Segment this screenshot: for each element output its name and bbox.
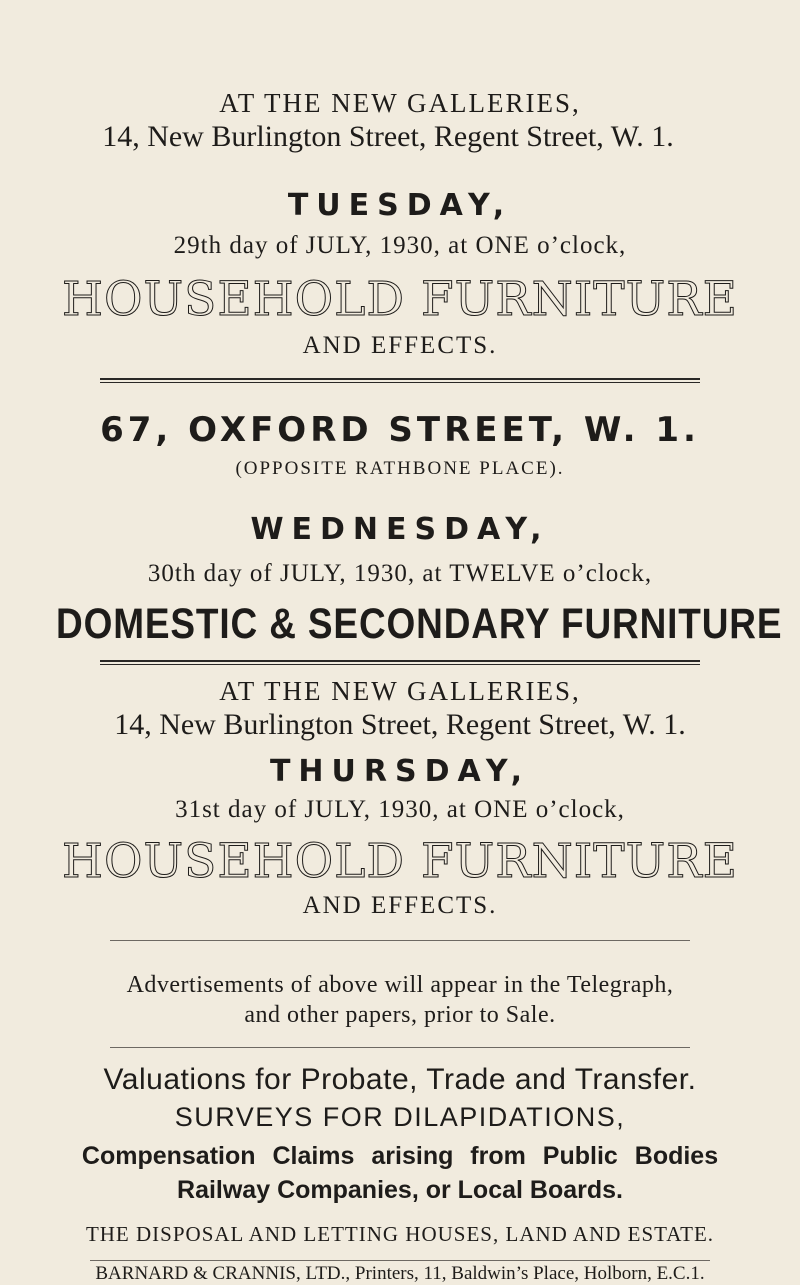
sale1-date-line: 29th day of JULY, 1930, at ONE o’clock, xyxy=(173,232,627,259)
sale2-venue-line1: 67, OXFORD STREET, W. 1. xyxy=(100,410,700,450)
sale2-venue-line2: (OPPOSITE RATHBONE PLACE). xyxy=(235,458,565,479)
printer-imprint: BARNARD & CRANNIS, LTD., Printers, 11, Baldwin’s Place, Holborn, E.C.1. xyxy=(95,1263,705,1284)
services-line2: SURVEYS FOR DILAPIDATIONS, xyxy=(174,1102,626,1132)
sale3-venue-line1: AT THE NEW GALLERIES, xyxy=(219,676,581,706)
services-line4: Railway Companies, or Local Boards. xyxy=(177,1176,623,1204)
divider-1 xyxy=(100,378,700,383)
sale2-heading: DOMESTIC & SECONDARY FURNITURE xyxy=(56,600,783,648)
sale1-heading: HOUSEHOLD FURNITURE xyxy=(62,272,738,327)
sale1-subheading: AND EFFECTS. xyxy=(302,332,498,359)
services-line3: Compensation Claims arising from Public Bodies xyxy=(81,1142,719,1170)
divider-5 xyxy=(90,1260,710,1261)
sale1-venue-line1: AT THE NEW GALLERIES, xyxy=(219,88,581,118)
sale3-venue-line2: 14, New Burlington Street, Regent Street, W. 1. xyxy=(114,708,686,741)
divider-3 xyxy=(110,940,690,941)
services-line1: Valuations for Probate, Trade and Transfer. xyxy=(103,1063,697,1096)
divider-2 xyxy=(100,660,700,665)
sale3-subheading: AND EFFECTS. xyxy=(302,892,498,919)
notice-line1: Advertisements of above will appear in the Telegraph, xyxy=(126,972,674,998)
sale3-heading: HOUSEHOLD FURNITURE xyxy=(62,834,738,889)
sale2-date-line: 30th day of JULY, 1930, at TWELVE o’clock, xyxy=(147,560,653,587)
sale1-venue-line2: 14, New Burlington Street, Regent Street, W. 1. xyxy=(102,120,674,153)
sale1-day: TUESDAY, xyxy=(287,188,513,223)
divider-4 xyxy=(110,1047,690,1048)
sale3-day: THURSDAY, xyxy=(269,754,531,789)
services-line5: THE DISPOSAL AND LETTING HOUSES, LAND AND ESTATE. xyxy=(85,1222,715,1246)
notice-line2: and other papers, prior to Sale. xyxy=(244,1002,556,1028)
sale2-day: WEDNESDAY, xyxy=(250,512,550,547)
sale3-date-line: 31st day of JULY, 1930, at ONE o’clock, xyxy=(175,796,625,823)
